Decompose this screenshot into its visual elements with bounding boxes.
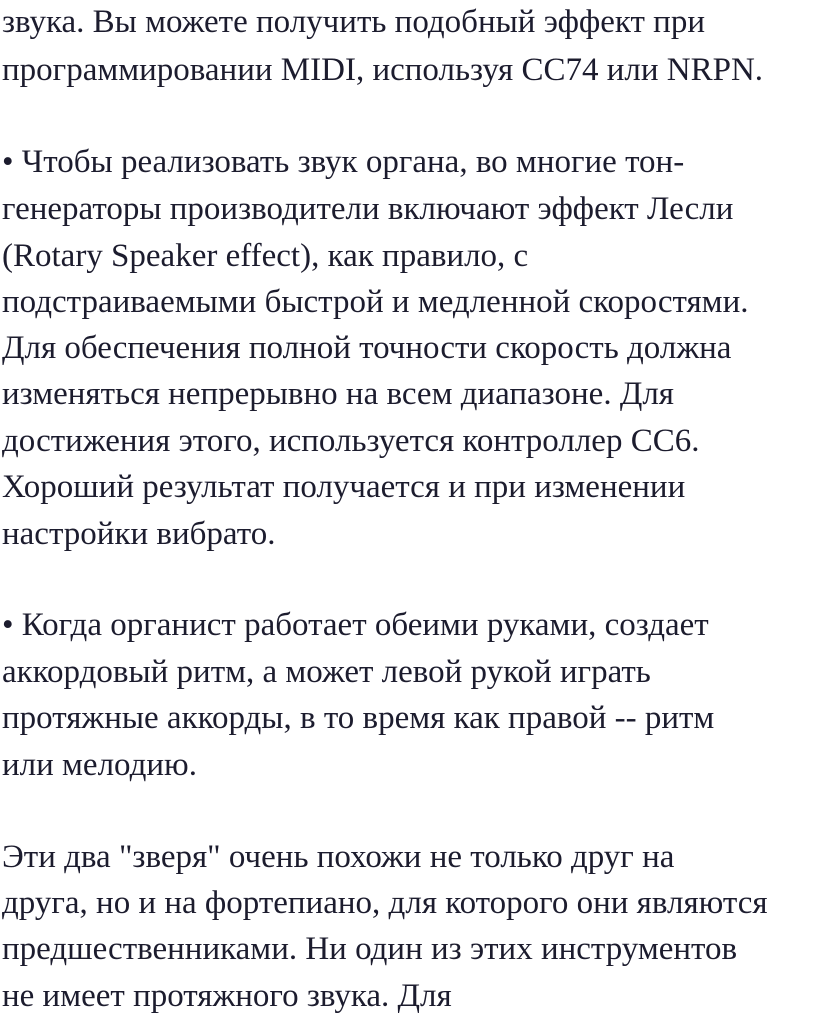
- text-line: предшественниками. Ни один из этих инструментов: [2, 931, 738, 967]
- text-line: • Чтобы реализовать звук органа, во многие тон-: [2, 144, 685, 180]
- text-line: генераторы производители включают эффект Лесли: [2, 191, 734, 227]
- text-line: протяжные аккорды, в то время как правой -- ритм: [2, 700, 715, 736]
- text-line: • Когда органист работает обеими руками, создает: [2, 607, 709, 643]
- text-line: достижения этого, используется контроллер CC6.: [2, 423, 700, 459]
- text-line: настройки вибрато.: [2, 516, 276, 552]
- text-line: звука. Вы можете получить подобный эффект при: [2, 4, 705, 40]
- text-line: Хороший результат получается и при изменении: [2, 469, 686, 505]
- text-line: подстраиваемыми быстрой и медленной скоростями.: [2, 284, 749, 320]
- text-line: Эти два "зверя" очень похожи не только друг на: [2, 839, 675, 875]
- text-line: Для обеспечения полной точности скорость должна: [2, 330, 732, 366]
- text-line: или мелодию.: [2, 747, 197, 783]
- text-line: не имеет протяжного звука. Для: [2, 978, 452, 1014]
- text-line: изменяться непрерывно на всем диапазоне. Для: [2, 376, 674, 412]
- text-line: программировании MIDI, используя CC74 или NRPN.: [2, 52, 764, 88]
- text-line: друга, но и на фортепиано, для которого они являются: [2, 885, 768, 921]
- text-line: аккордовый ритм, а может левой рукой играть: [2, 654, 651, 690]
- text-line: (Rotary Speaker effect), как правило, с: [2, 238, 529, 274]
